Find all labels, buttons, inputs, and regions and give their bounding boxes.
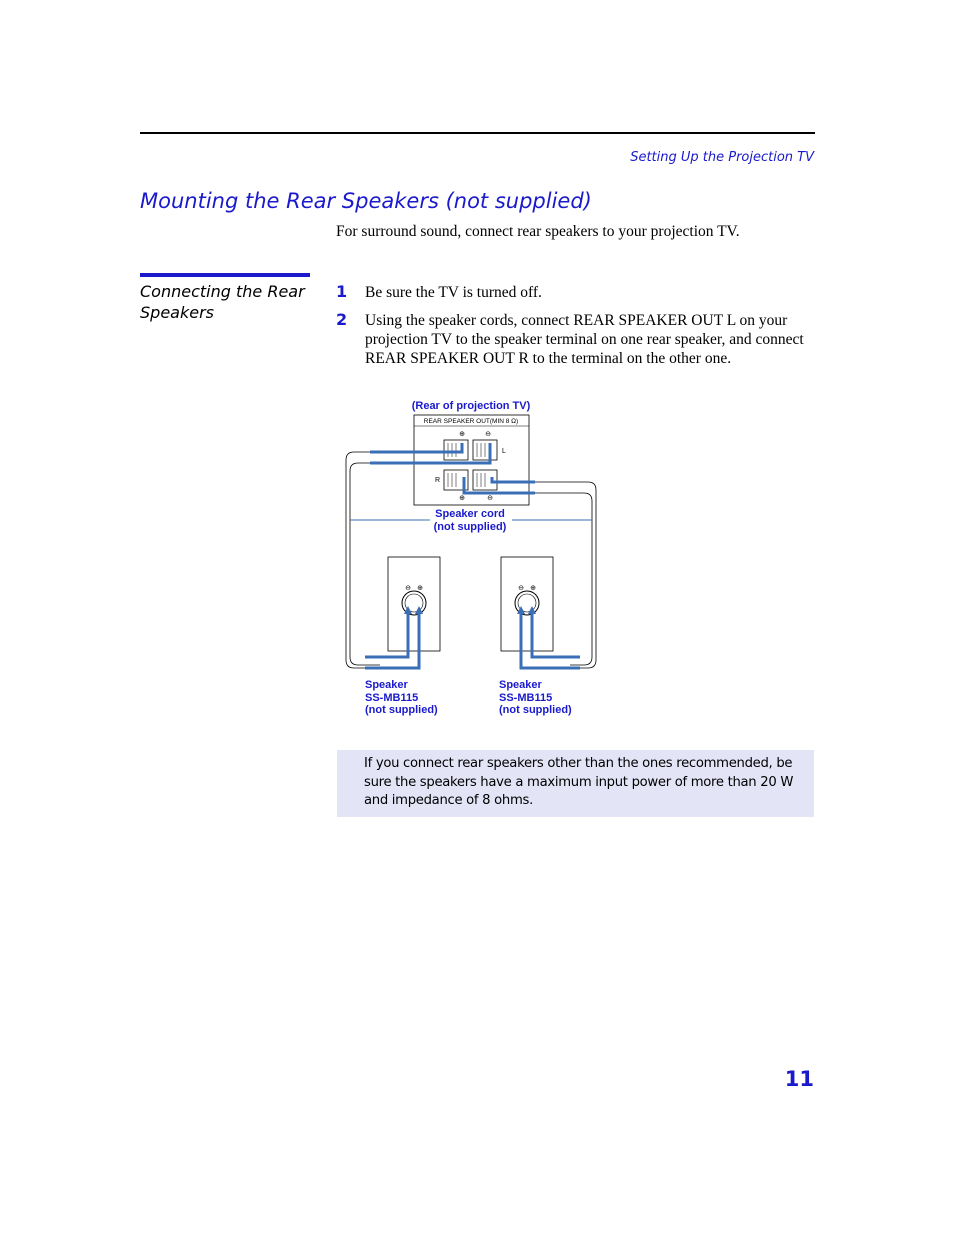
- plus-symbol: ⊕: [459, 495, 465, 502]
- minus-symbol: ⊖: [405, 585, 411, 592]
- speaker-right-line1: Speaker: [499, 679, 542, 691]
- speaker-left-line1: Speaker: [365, 679, 408, 691]
- running-head: Setting Up the Projection TV: [630, 150, 814, 165]
- minus-symbol: ⊖: [485, 431, 491, 438]
- terminal-l-label: L: [502, 448, 506, 455]
- speaker-right: [501, 557, 553, 651]
- minus-symbol: ⊖: [487, 495, 493, 502]
- plus-symbol: ⊕: [459, 431, 465, 438]
- speaker-connection-diagram: [340, 395, 610, 720]
- plus-symbol: ⊕: [417, 585, 423, 592]
- speaker-left-line3: (not supplied): [365, 704, 438, 716]
- rear-of-tv-label: (Rear of projection TV): [411, 400, 531, 412]
- step-number: 2: [336, 310, 348, 329]
- minus-symbol: ⊖: [518, 585, 524, 592]
- subsection-heading: Connecting the Rear Speakers: [140, 282, 305, 322]
- plus-symbol: ⊕: [530, 585, 536, 592]
- speaker-cord-label-1: Speaker cord: [435, 508, 505, 520]
- step-text: Be sure the TV is turned off.: [365, 284, 542, 301]
- terminal-r-label: R: [435, 477, 441, 484]
- note-box: [337, 750, 814, 817]
- section-title: Mounting the Rear Speakers (not supplied): [140, 189, 592, 213]
- speaker-right-line2: SS-MB115: [499, 692, 553, 704]
- step-number: 1: [336, 282, 348, 301]
- note-text: If you connect rear speakers other than the ones recommended, be sure the speakers have a maximum input power of more than 20 W and impedance of 8 ohms.: [364, 756, 794, 808]
- header-rule: [140, 132, 815, 134]
- speaker-left-line2: SS-MB115: [365, 692, 419, 704]
- speaker-cord-label-2: (not supplied): [433, 521, 507, 533]
- speaker-left: [388, 557, 440, 651]
- step-text: Using the speaker cords, connect REAR SPEAKER OUT L on your projection TV to the speaker terminal on one rear speaker, and connect REAR SPEAKER OUT R to the terminal on the other one.: [365, 312, 804, 367]
- page-number: 11: [784, 1067, 814, 1091]
- speaker-right-line3: (not supplied): [499, 704, 572, 716]
- panel-label: REAR SPEAKER OUT(MIN 8 Ω): [423, 418, 519, 425]
- subsection-bar: [140, 273, 310, 277]
- section-intro: For surround sound, connect rear speakers to your projection TV.: [336, 223, 740, 240]
